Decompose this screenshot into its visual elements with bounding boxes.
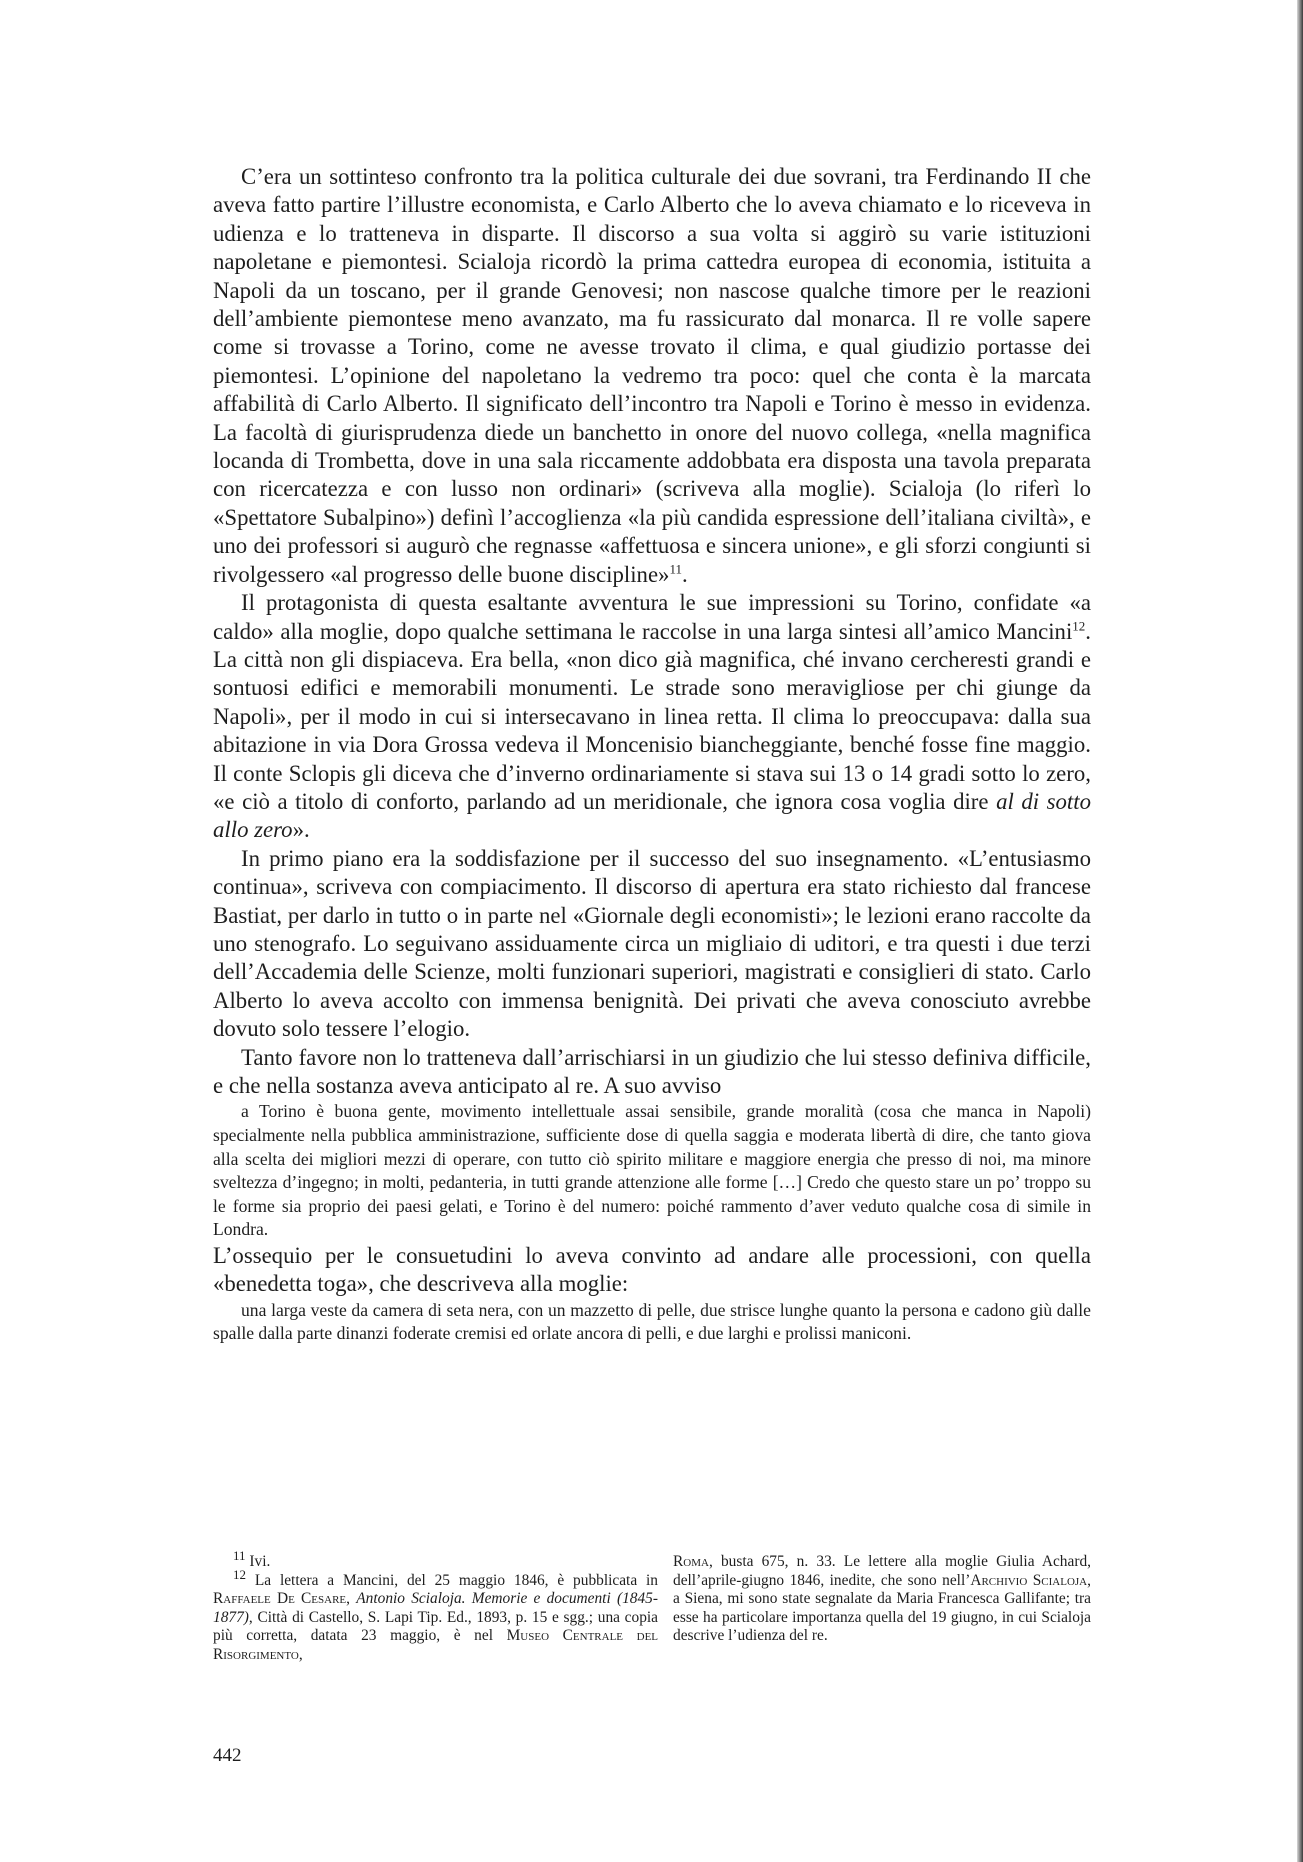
footnote-text: , Città di Castello, S. Lapi Tip. Ed., 1893, p. 15 e sgg.; una copia più corretta, datata 23 maggio, è nel [213,1608,658,1645]
footnote-text: , [346,1590,357,1608]
paragraph: Tanto favore non lo tratteneva dall’arrischiarsi in un giudizio che lui stesso definiva difficile, e che nella sostanza aveva anticipato al re. A suo avviso [213,1044,1091,1098]
footnote-text: , [298,1645,303,1663]
institution-name: Archivio Scialoja [970,1571,1088,1589]
paragraph-text: C’era un sottinteso confronto tra la politica culturale dei due sovrani, tra Ferdinando II che aveva fatto partire l’illustre economista, e Carlo Alberto che lo aveva chiamato e lo riceveva in udienza e lo tratteneva in disparte. Il discorso a sua volta si aggirò su varie istituzioni napoletane e piemontesi. Scialoja ricordò la prima cattedra europea di economia, istituita a Napoli da un toscano, per il grande Genovesi; non nascose qualche timore per le reazioni dell’ambiente piemontese meno avanzato, ma fu rassicurato dal monarca. Il re volle sapere come si trovasse a Torino, come ne avesse trovato il clima, e qual giudizio portasse dei piemontesi. L’opinione del napoletano la vedremo tra poco: quel che conta è la marcata affabilità di Carlo Alberto. Il significato dell’incontro tra Napoli e Torino è messo in evidenza. La facoltà di giurisprudenza diede un banchetto in onore del nuovo collega, «nella magnifica locanda di Trombetta, dove in una sala riccamente addobbata era disposta una tavola preparata con ricercatezza e con lusso non ordinari» (scriveva alla moglie). Scialoja (lo riferì lo «Spettatore Subalpino») definì l’accoglienza «la più candida espressione dell’italiana civiltà», e uno dei professori si augurò che regnasse «affettuosa e sincera unione», e gli sforzi congiunti si rivolgessero «al progresso delle buone discipline» [213,164,1091,587]
footnote-11 [213,1547,658,1572]
block-quote: a Torino è buona gente, movimento intellettuale assai sensibile, grande moralità (cosa che manca in Napoli) specialmente nella pubblica amministrazione, sufficiente dose di quella saggia e moderata libertà di dire, che tanto giova alla scelta dei migliori mezzi di operare, con tutto ciò spirito militare e maggiore energia che presso di noi, ma minore sveltezza d’ingegno; in molti, pedanteria, in tutti grande attenzione alle forme […] Credo che questo stare un po’ troppo su le forme sia proprio dei paesi gelati, e Torino è del numero: poiché rammento d’aver veduto qualche cosa di simile in Londra. [213,1101,1091,1240]
paragraph-text: ». [292,817,310,843]
footnote-ref[interactable]: 12 [1072,617,1086,633]
footnote-text: La lettera a Mancini, del 25 maggio 1846, è pubblicata in [246,1571,658,1589]
paragraph-text: . [682,561,688,587]
author-name: Raffaele De Cesare [213,1590,347,1608]
italic-phrase: al di sotto allo zero [213,788,1091,843]
institution-name: Roma [673,1553,709,1570]
page-edge-shadow [1297,0,1303,1862]
institution-name: Museo Centrale del Risorgimento [213,1627,659,1663]
paragraph-text: Il protagonista di questa esaltante avventura le sue impressioni su Torino, confidate «a caldo» alla moglie, dopo qualche settimana le raccolse in una larga sintesi all’amico Mancini [213,590,1091,644]
footnotes-right-column [673,1553,1091,1665]
footnote-text: , a Siena, mi sono state segnalate da Maria Francesca Gallifante; tra esse ha particolare importanza quella del 19 giugno, in cui Scialoja descrive l’udienza del re. [673,1571,1091,1645]
footnote-number: 11 [233,1547,246,1563]
footnote-12-continued [673,1553,1091,1646]
footnotes-left-column [213,1547,659,1665]
footnote-text: , busta 675, n. 33. Le lettere alla moglie Giulia Achard, dell’aprile-giugno 1846, inedite, che sono nell’ [673,1553,1091,1589]
paragraph [213,163,1091,589]
book-title: Antonio Scialoja. Memorie e documenti (1845-1877) [213,1590,658,1626]
footnote-ref[interactable]: 11 [669,561,682,577]
footnote-number: 12 [233,1566,246,1582]
block-quote: una larga veste da camera di seta nera, con un mazzetto di pelle, due strisce lunghe quanto la persona e cadono giù dalle spalle dalla parte dinanzi foderate cremisi ed orlate ancora di pelli, e due larghi e prolissi maniconi. [213,1299,1091,1344]
paragraph: L’ossequio per le consuetudini lo aveva convinto ad andare alle processioni, con quella «benedetta toga», che descriveva alla moglie: [213,1242,1091,1297]
paragraph-text: . La città non gli dispiaceva. Era bella, «non dico già magnifica, ché invano cercheresti grandi e sontuosi edifici e memorabili monumenti. Le strade sono meravigliose per chi giunge da Napoli», per il modo in cui si intersecavano in linea retta. Il clima lo preoccupava: dalla sua abitazione in via Dora Grossa vedeva il Moncenisio biancheggiante, benché fosse fine maggio. Il conte Sclopis gli diceva che d’inverno ordinariamente si stava sui 13 o 14 gradi sotto lo zero, «e ciò a titolo di conforto, parlando ad un meridionale, che ignora cosa voglia dire [213,618,1091,814]
paragraph: In primo piano era la soddisfazione per il successo del suo insegnamento. «L’entusiasmo continua», scriveva con compiacimento. Il discorso di apertura era stato richiesto dal francese Bastiat, per darlo in tutto o in parte nel «Giornale degli economisti»; le lezioni erano raccolte da uno stenografo. Lo seguivano assiduamente circa un migliaio di uditori, e tra questi i due terzi dell’Accademia delle Scienze, molti funzionari superiori, magistrati e consiglieri di stato. Carlo Alberto lo aveva accolto con immensa benignità. Dei privati che aveva conosciuto avrebbe dovuto solo tessere l’elogio. [213,845,1091,1042]
footnote-text: Ivi. [245,1553,271,1570]
footnote-12 [213,1566,659,1665]
footnotes [213,1547,1091,1665]
paragraph [213,589,1091,845]
main-text [213,163,1091,1346]
page-number: 442 [213,1745,242,1766]
